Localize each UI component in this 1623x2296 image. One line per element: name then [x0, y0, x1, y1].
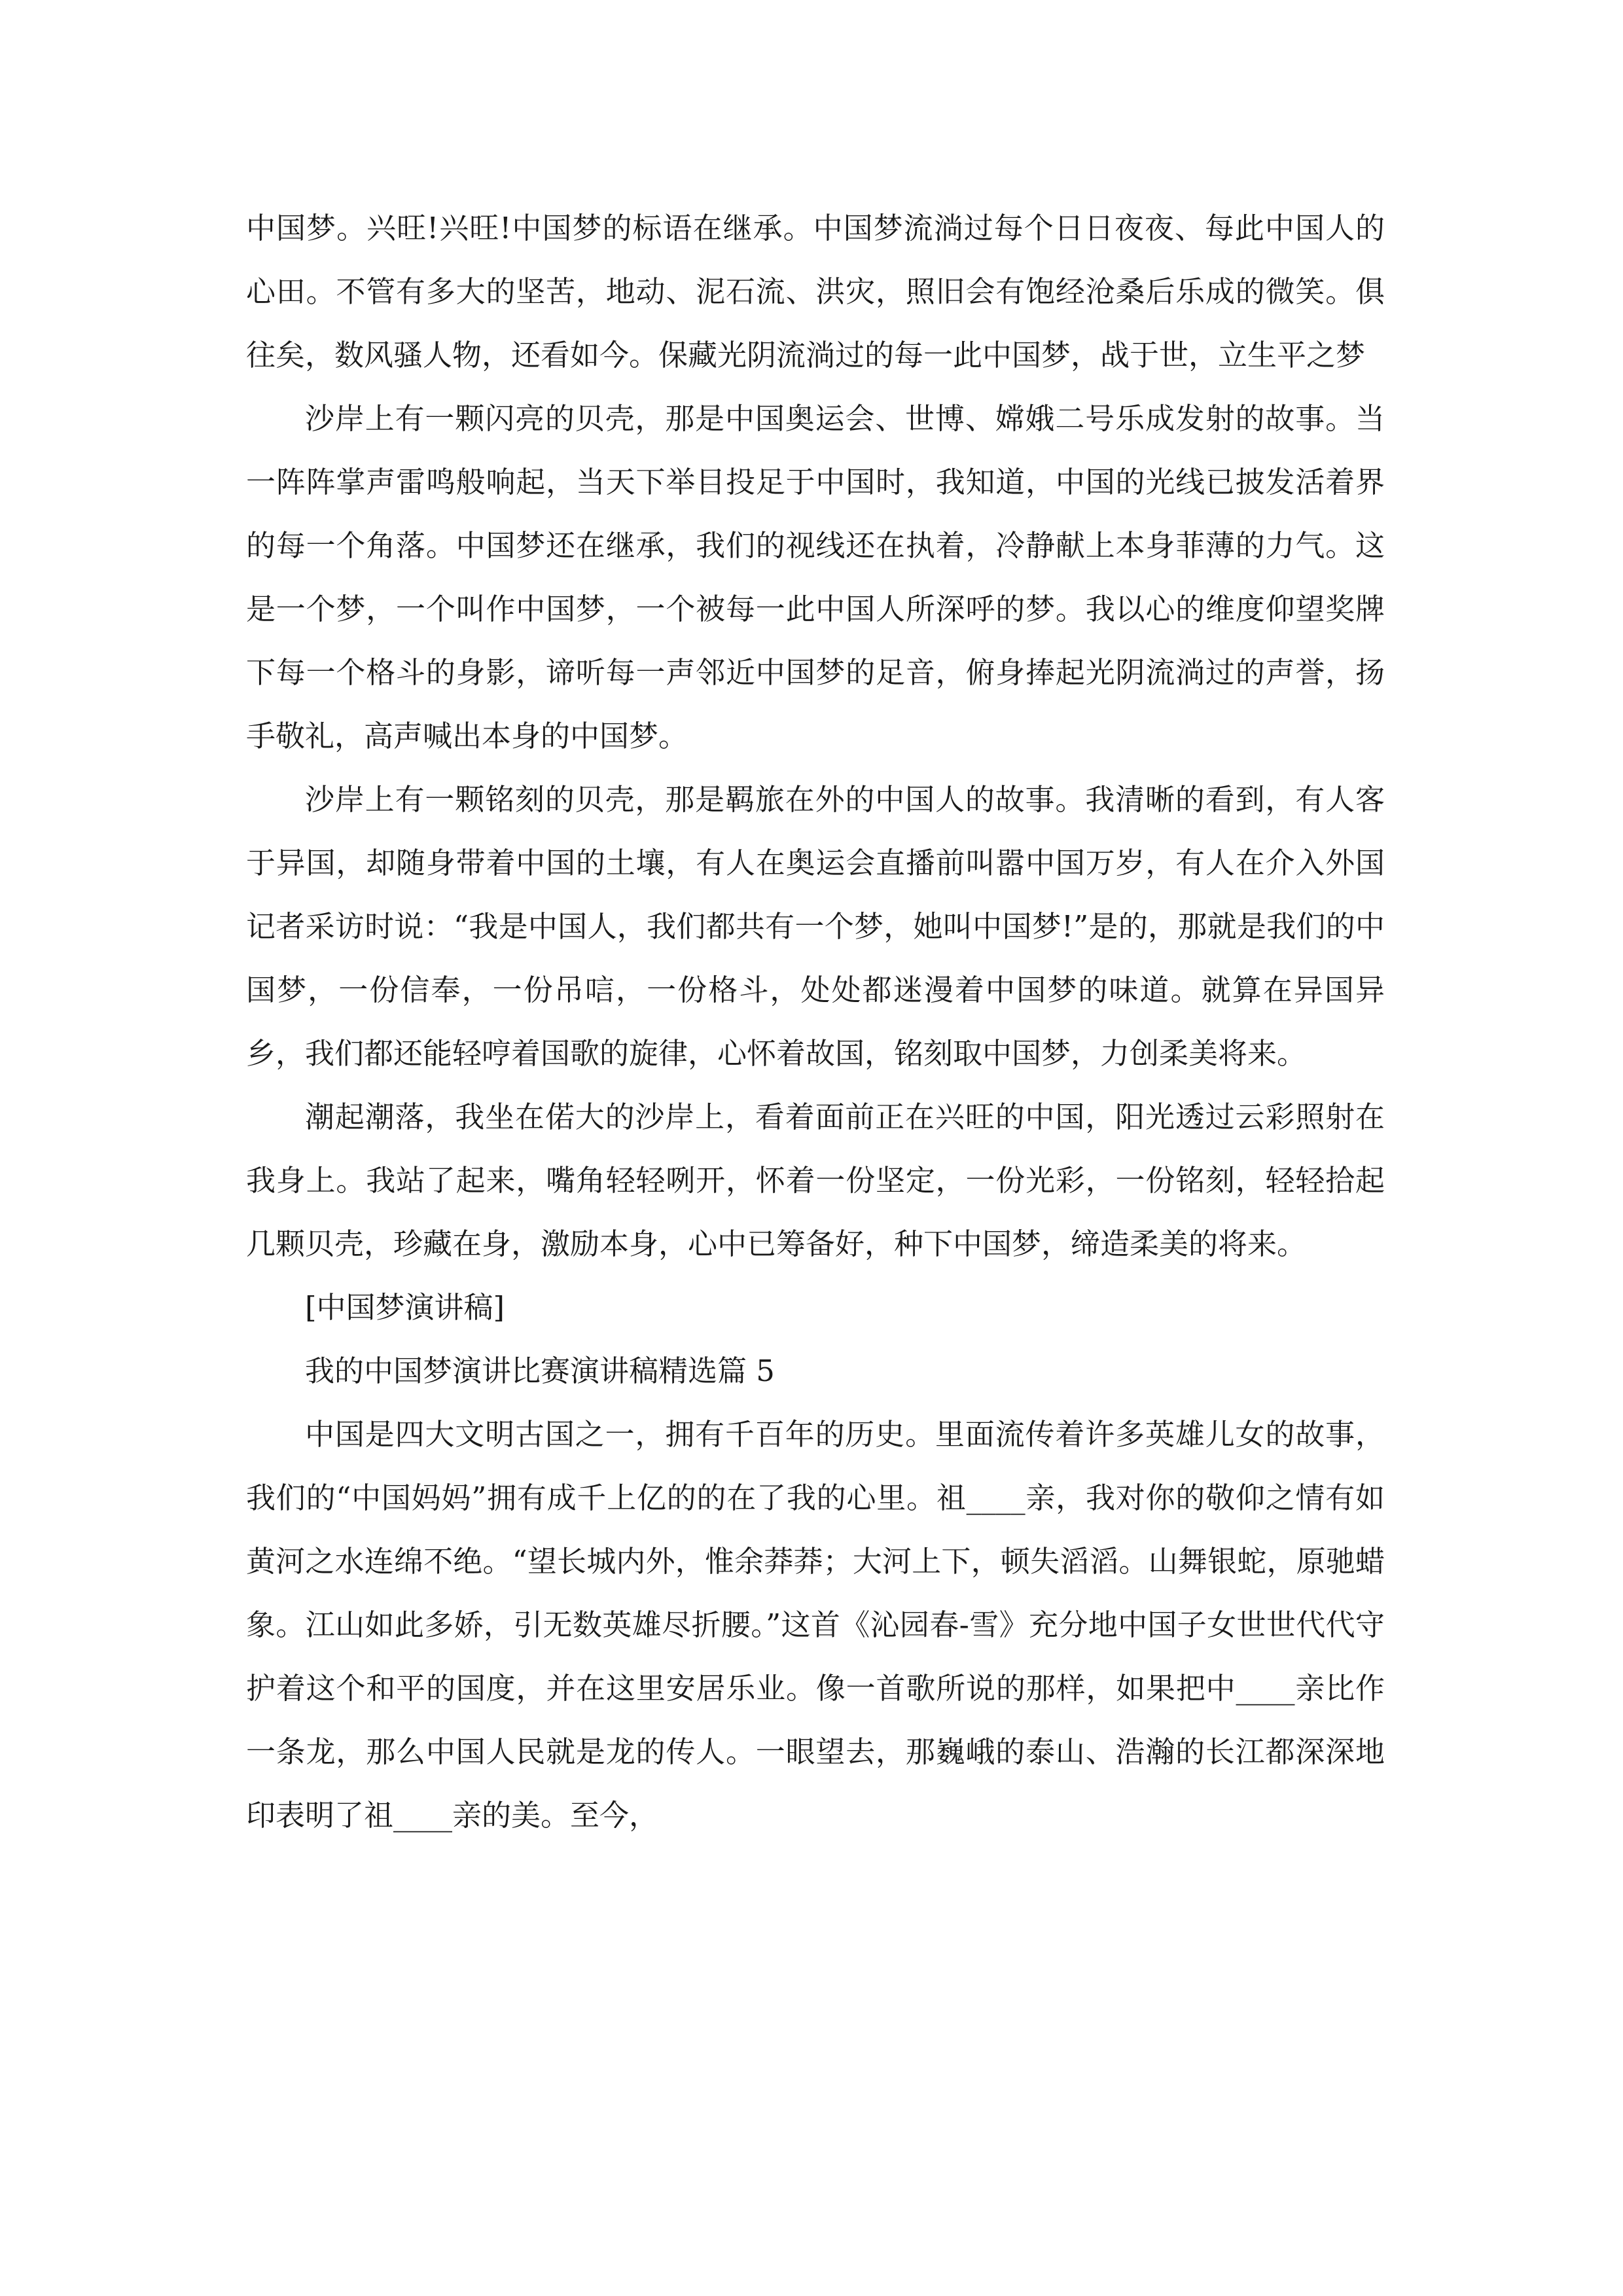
- section-title: 我的中国梦演讲比赛演讲稿精选篇 5: [305, 1354, 775, 1388]
- paragraph-2: 沙岸上有一颗闪亮的贝壳，那是中国奥运会、世博、嫦娥二号乐成发射的故事。当一阵阵掌声雷鸣般响起，当天下举目投足于中国时，我知道，中国的光线已披发活着界的每一个角落。中国梦还在继承，我们的视线还在执着，冷静献上本身菲薄的力气。这是一个梦，一个叫作中国梦，一个被每一此中国人所深呼的梦。我以心的维度仰望奖牌下每一个格斗的身影，谛听每一声邻近中国梦的足音，俯身捧起光阴流淌过的声誉，扬手敬礼，高声喊出本身的中国梦。: [246, 401, 1385, 753]
- paragraph-4: 潮起潮落，我坐在偌大的沙岸上，看着面前正在兴旺的中国，阳光透过云彩照射在我身上。我站了起来，嘴角轻轻咧开，怀着一份坚定，一份光彩，一份铭刻，轻轻拾起几颗贝壳，珍藏在身，激励本身，心中已筹备好，种下中国梦，缔造柔美的将来。: [246, 1100, 1385, 1261]
- paragraph-1: 中国梦。兴旺!兴旺!中国梦的标语在继承。中国梦流淌过每个日日夜夜、每此中国人的心田。不管有多大的坚苦，地动、泥石流、洪灾，照旧会有饱经沧桑后乐成的微笑。俱往矣，数风骚人物，还看如今。保藏光阴流淌过的每一此中国梦，战于世，立生平之梦: [246, 211, 1385, 372]
- paragraph-3: 沙岸上有一颗铭刻的贝壳，那是羁旅在外的中国人的故事。我清晰的看到，有人客于异国，却随身带着中国的土壤，有人在奥运会直播前叫嚣中国万岁，有人在介入外国记者采访时说：“我是中国人，我们都共有一个梦，她叫中国梦!”是的，那就是我们的中国梦，一份信奉，一份吊唁，一份格斗，处处都迷漫着中国梦的味道。就算在异国异乡，我们都还能轻哼着国歌的旋律，心怀着故国，铭刻取中国梦，力创柔美将来。: [246, 782, 1385, 1071]
- document-body: [246, 196, 1385, 1847]
- paragraph-5: 中国是四大文明古国之一，拥有千百年的历史。里面流传着许多英雄儿女的故事，我们的“中国妈妈”拥有成千上亿的的在了我的心里。祖____亲，我对你的敬仰之情有如黄河之水连绵不绝。“望长城内外，惟余莽莽；大河上下，顿失滔滔。山舞银蛇，原驰蜡象。江山如此多娇，引无数英雄尽折腰。”这首《沁园春-雪》充分地中国子女世世代代守护着这个和平的国度，并在这里安居乐业。像一首歌所说的那样，如果把中____亲比作一条龙，那么中国人民就是龙的传人。一眼望去，那巍峨的泰山、浩瀚的长江都深深地印表明了祖____亲的美。至今，: [246, 1417, 1385, 1833]
- tag-line: [中国梦演讲稿]: [305, 1290, 505, 1325]
